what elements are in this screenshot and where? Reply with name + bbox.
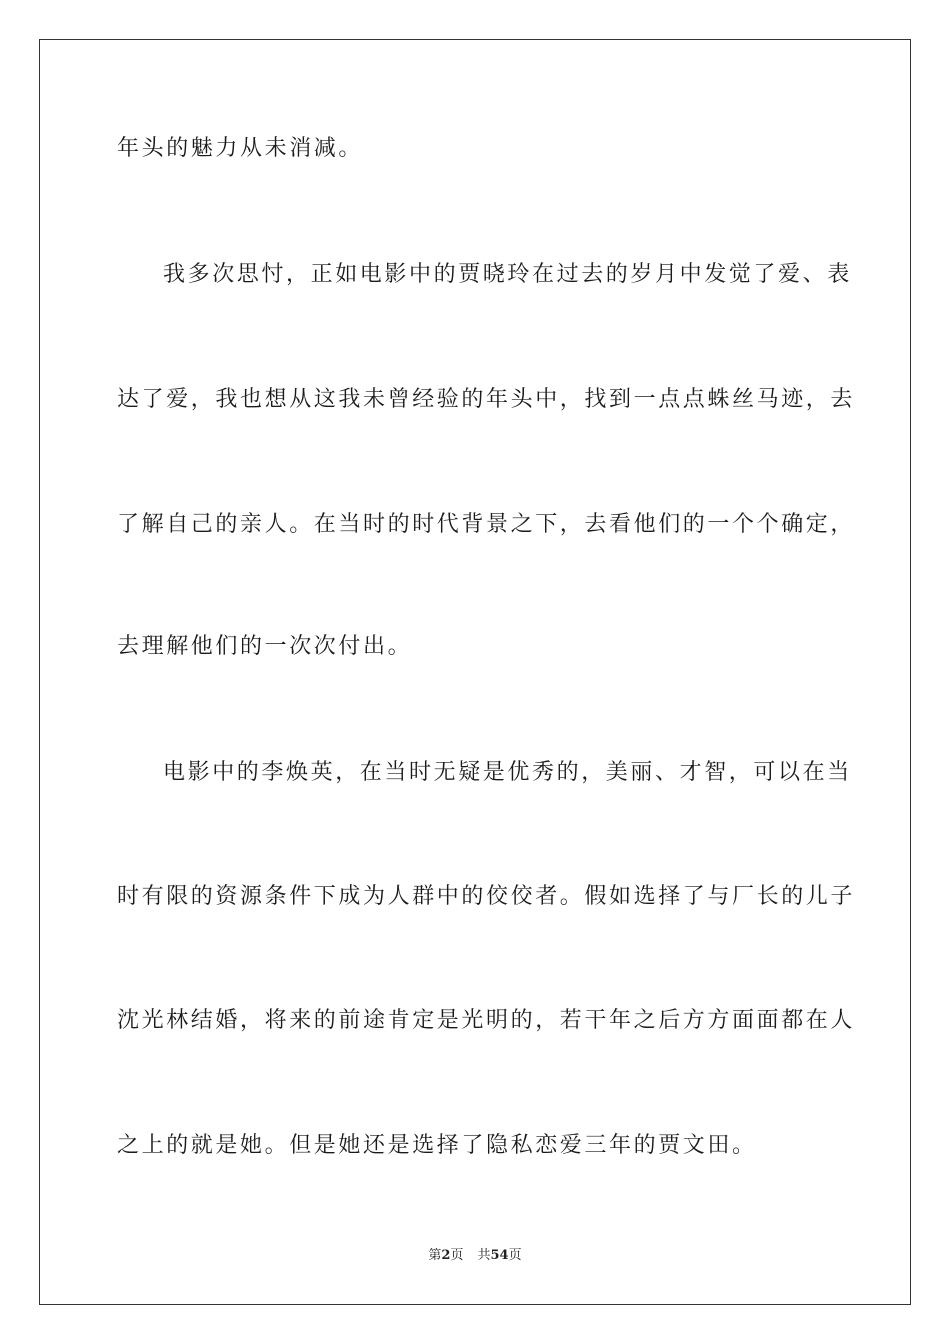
paragraph-line-2: 我多次思忖，正如电影中的贾晓玲在过去的岁月中发觉了爱、表 bbox=[163, 262, 852, 287]
footer-page-prefix: 第 bbox=[428, 1248, 442, 1263]
footer-total-pages: 54 bbox=[490, 1248, 509, 1263]
footer-total-suffix: 页 bbox=[508, 1248, 522, 1263]
footer-page-suffix: 页 bbox=[450, 1248, 464, 1263]
paragraph-line-6: 电影中的李焕英，在当时无疑是优秀的，美丽、才智，可以在当 bbox=[163, 760, 852, 785]
footer-page-number: 2 bbox=[441, 1248, 451, 1263]
paragraph-line-8: 沈光林结婚，将来的前途肯定是光明的，若干年之后方方面面都在人 bbox=[117, 1008, 856, 1033]
paragraph-line-5: 去理解他们的一次次付出。 bbox=[117, 634, 413, 659]
page-footer bbox=[0, 1248, 950, 1264]
paragraph-line-7: 时有限的资源条件下成为人群中的佼佼者。假如选择了与厂长的儿子 bbox=[117, 884, 856, 909]
paragraph-line-1: 年头的魅力从未消减。 bbox=[117, 136, 364, 161]
page-border bbox=[39, 39, 911, 1305]
paragraph-line-3: 达了爱，我也想从这我未曾经验的年头中，找到一点点蛛丝马迹，去 bbox=[117, 387, 856, 412]
footer-total-prefix: 共 bbox=[477, 1248, 491, 1263]
paragraph-line-4: 了解自己的亲人。在当时的时代背景之下，去看他们的一个个确定， bbox=[117, 512, 856, 537]
paragraph-line-9: 之上的就是她。但是她还是选择了隐私恋爱三年的贾文田。 bbox=[117, 1133, 757, 1158]
